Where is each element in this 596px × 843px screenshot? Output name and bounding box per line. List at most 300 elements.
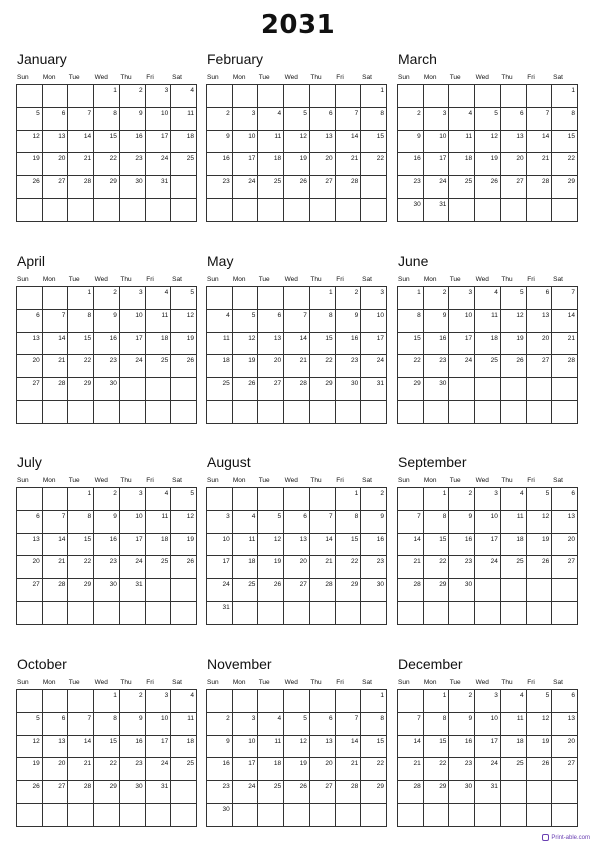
day-cell: 22 [552, 153, 578, 176]
empty-day-cell [449, 401, 475, 424]
day-cell: 21 [398, 556, 424, 579]
day-cell: 22 [94, 758, 120, 781]
day-cell: 12 [284, 131, 310, 154]
day-cell: 5 [501, 287, 527, 310]
day-cell: 18 [258, 758, 284, 781]
day-cell: 30 [449, 579, 475, 602]
day-cell: 17 [475, 736, 501, 759]
weekday-label: Wed [475, 477, 489, 484]
day-cell: 19 [284, 758, 310, 781]
day-cell: 12 [284, 736, 310, 759]
empty-day-cell [449, 804, 475, 827]
weekday-label: Fri [336, 276, 344, 283]
day-cell: 19 [527, 534, 553, 557]
day-cell: 2 [94, 488, 120, 511]
day-cell: 24 [146, 153, 172, 176]
day-cell: 16 [120, 736, 146, 759]
weekday-label: Mon [423, 74, 437, 81]
weekday-label: Tue [258, 276, 270, 283]
weekday-label: Sun [398, 276, 410, 283]
empty-day-cell [552, 378, 578, 401]
weekday-label: Thu [310, 276, 322, 283]
day-cell: 24 [475, 758, 501, 781]
day-cell: 14 [552, 310, 578, 333]
weekday-header [397, 274, 578, 286]
empty-day-cell [284, 287, 310, 310]
day-cell: 24 [207, 579, 233, 602]
day-cell: 12 [527, 713, 553, 736]
day-cell: 10 [146, 713, 172, 736]
day-cell: 1 [424, 690, 450, 713]
empty-day-cell [171, 401, 197, 424]
day-cell: 3 [233, 108, 259, 131]
day-cell: 16 [424, 333, 450, 356]
empty-day-cell [146, 579, 172, 602]
empty-day-cell [527, 378, 553, 401]
day-cell: 9 [398, 131, 424, 154]
day-cell: 26 [284, 176, 310, 199]
day-cell: 22 [336, 556, 362, 579]
day-cell: 10 [475, 713, 501, 736]
month-name: August [207, 454, 251, 470]
day-cell: 15 [361, 131, 387, 154]
day-cell: 29 [336, 579, 362, 602]
day-cell: 8 [552, 108, 578, 131]
empty-day-cell [284, 488, 310, 511]
day-cell: 8 [68, 511, 94, 534]
day-cell: 8 [361, 108, 387, 131]
empty-day-cell [552, 199, 578, 222]
day-cell: 17 [424, 153, 450, 176]
day-cell: 1 [361, 690, 387, 713]
day-cell: 1 [336, 488, 362, 511]
empty-day-cell [475, 378, 501, 401]
day-cell: 7 [43, 310, 69, 333]
weekday-header [397, 72, 578, 84]
empty-day-cell [120, 602, 146, 625]
weekday-label: Fri [527, 679, 535, 686]
day-cell: 30 [120, 176, 146, 199]
empty-day-cell [527, 199, 553, 222]
empty-day-cell [527, 85, 553, 108]
day-cell: 25 [475, 355, 501, 378]
empty-day-cell [146, 199, 172, 222]
day-cell: 3 [424, 108, 450, 131]
day-cell: 25 [258, 176, 284, 199]
day-cell: 26 [171, 556, 197, 579]
day-cell: 8 [310, 310, 336, 333]
empty-day-cell [17, 488, 43, 511]
month-name: May [207, 253, 234, 269]
day-cell: 29 [94, 176, 120, 199]
empty-day-cell [475, 602, 501, 625]
weekday-label: Sat [553, 477, 563, 484]
empty-day-cell [171, 579, 197, 602]
day-cell: 28 [284, 378, 310, 401]
day-cell: 4 [258, 108, 284, 131]
empty-day-cell [171, 602, 197, 625]
day-cell: 23 [449, 556, 475, 579]
day-cell: 16 [361, 534, 387, 557]
month-name: December [398, 656, 463, 672]
day-cell: 21 [336, 153, 362, 176]
day-cell: 22 [398, 355, 424, 378]
empty-day-cell [552, 602, 578, 625]
day-cell: 7 [398, 713, 424, 736]
empty-day-cell [475, 804, 501, 827]
weekday-label: Mon [232, 276, 246, 283]
empty-day-cell [310, 401, 336, 424]
empty-day-cell [336, 401, 362, 424]
day-cell: 18 [233, 556, 259, 579]
empty-day-cell [361, 804, 387, 827]
day-cell: 10 [449, 310, 475, 333]
day-cell: 7 [527, 108, 553, 131]
weekday-label: Sat [362, 477, 372, 484]
day-cell: 17 [207, 556, 233, 579]
weekday-label: Wed [94, 276, 108, 283]
day-cell: 22 [68, 556, 94, 579]
empty-day-cell [424, 85, 450, 108]
empty-day-cell [43, 488, 69, 511]
day-cell: 30 [94, 378, 120, 401]
empty-day-cell [501, 401, 527, 424]
day-cell: 31 [207, 602, 233, 625]
empty-day-cell [43, 804, 69, 827]
day-cell: 3 [361, 287, 387, 310]
day-cell: 13 [552, 713, 578, 736]
day-cell: 22 [361, 758, 387, 781]
weekday-label: Sun [398, 74, 410, 81]
empty-day-cell [233, 690, 259, 713]
weekday-label: Wed [94, 679, 108, 686]
empty-day-cell [449, 602, 475, 625]
weekday-header [16, 677, 197, 689]
day-cell: 18 [258, 153, 284, 176]
day-cell: 27 [17, 579, 43, 602]
day-cell: 9 [94, 511, 120, 534]
empty-day-cell [398, 602, 424, 625]
day-cell: 1 [68, 287, 94, 310]
day-cell: 13 [310, 736, 336, 759]
empty-day-cell [207, 199, 233, 222]
weekday-label: Fri [336, 477, 344, 484]
day-cell: 11 [258, 736, 284, 759]
empty-day-cell [120, 804, 146, 827]
empty-day-cell [449, 378, 475, 401]
empty-day-cell [68, 401, 94, 424]
day-cell: 9 [207, 736, 233, 759]
weekday-label: Tue [258, 477, 270, 484]
day-cell: 18 [449, 153, 475, 176]
day-cell: 22 [424, 758, 450, 781]
day-cell: 29 [361, 781, 387, 804]
empty-day-cell [258, 199, 284, 222]
empty-day-cell [17, 401, 43, 424]
day-cell: 30 [120, 781, 146, 804]
month-march [397, 50, 578, 222]
weekday-label: Thu [310, 74, 322, 81]
day-cell: 13 [17, 534, 43, 557]
day-cell: 10 [424, 131, 450, 154]
day-cell: 29 [68, 579, 94, 602]
empty-day-cell [552, 804, 578, 827]
day-cell: 26 [171, 355, 197, 378]
empty-day-cell [475, 85, 501, 108]
weekday-label: Sun [207, 276, 219, 283]
day-cell: 18 [207, 355, 233, 378]
day-cell: 24 [233, 176, 259, 199]
day-cell: 24 [424, 176, 450, 199]
day-cell: 18 [171, 736, 197, 759]
day-cell: 15 [310, 333, 336, 356]
day-cell: 15 [336, 534, 362, 557]
weekday-label: Sun [398, 679, 410, 686]
day-cell: 1 [94, 690, 120, 713]
empty-day-cell [424, 401, 450, 424]
empty-day-cell [233, 804, 259, 827]
day-cell: 7 [552, 287, 578, 310]
weekday-label: Tue [449, 74, 461, 81]
weekday-label: Tue [68, 477, 80, 484]
day-cell: 11 [146, 310, 172, 333]
day-cell: 28 [68, 176, 94, 199]
day-cell: 12 [171, 511, 197, 534]
weekday-label: Tue [68, 74, 80, 81]
day-cell: 4 [233, 511, 259, 534]
weekday-label: Fri [146, 679, 154, 686]
weekday-label: Wed [475, 74, 489, 81]
month-december [397, 655, 578, 827]
day-grid [16, 689, 197, 827]
day-cell: 8 [424, 511, 450, 534]
empty-day-cell [17, 199, 43, 222]
day-cell: 11 [475, 310, 501, 333]
day-cell: 7 [336, 108, 362, 131]
empty-day-cell [336, 804, 362, 827]
day-cell: 20 [284, 556, 310, 579]
day-cell: 10 [120, 511, 146, 534]
empty-day-cell [17, 804, 43, 827]
weekday-label: Mon [423, 679, 437, 686]
day-cell: 12 [501, 310, 527, 333]
day-cell: 17 [233, 153, 259, 176]
day-cell: 26 [258, 579, 284, 602]
empty-day-cell [43, 401, 69, 424]
weekday-label: Thu [310, 679, 322, 686]
day-cell: 17 [146, 736, 172, 759]
weekday-header [397, 475, 578, 487]
day-cell: 15 [94, 736, 120, 759]
day-cell: 22 [310, 355, 336, 378]
day-cell: 11 [171, 108, 197, 131]
weekday-label: Thu [120, 477, 132, 484]
day-cell: 2 [449, 690, 475, 713]
weekday-label: Mon [232, 679, 246, 686]
weekday-header [16, 274, 197, 286]
day-cell: 8 [398, 310, 424, 333]
month-april [16, 252, 197, 424]
day-cell: 1 [424, 488, 450, 511]
weekday-label: Thu [120, 74, 132, 81]
empty-day-cell [336, 690, 362, 713]
day-cell: 4 [207, 310, 233, 333]
day-cell: 14 [310, 534, 336, 557]
month-name: February [207, 51, 264, 67]
day-cell: 5 [17, 108, 43, 131]
weekday-label: Tue [258, 679, 270, 686]
day-cell: 4 [146, 488, 172, 511]
day-cell: 24 [120, 355, 146, 378]
day-cell: 28 [336, 781, 362, 804]
day-cell: 11 [171, 713, 197, 736]
day-cell: 10 [207, 534, 233, 557]
empty-day-cell [284, 804, 310, 827]
day-cell: 12 [17, 736, 43, 759]
empty-day-cell [43, 602, 69, 625]
day-cell: 16 [449, 736, 475, 759]
empty-day-cell [207, 401, 233, 424]
month-june [397, 252, 578, 424]
empty-day-cell [171, 781, 197, 804]
day-cell: 6 [258, 310, 284, 333]
weekday-label: Fri [527, 276, 535, 283]
weekday-label: Sun [17, 477, 29, 484]
empty-day-cell [146, 378, 172, 401]
day-cell: 8 [336, 511, 362, 534]
day-cell: 2 [120, 85, 146, 108]
day-cell: 18 [171, 131, 197, 154]
day-cell: 29 [310, 378, 336, 401]
day-cell: 30 [424, 378, 450, 401]
day-cell: 6 [284, 511, 310, 534]
empty-day-cell [43, 690, 69, 713]
day-cell: 2 [449, 488, 475, 511]
weekday-label: Sun [17, 679, 29, 686]
weekday-label: Mon [42, 276, 56, 283]
empty-day-cell [284, 690, 310, 713]
weekday-label: Mon [42, 74, 56, 81]
empty-day-cell [233, 287, 259, 310]
day-cell: 26 [284, 781, 310, 804]
empty-day-cell [146, 401, 172, 424]
empty-day-cell [258, 85, 284, 108]
day-cell: 23 [361, 556, 387, 579]
weekday-label: Thu [120, 679, 132, 686]
month-november [206, 655, 387, 827]
day-cell: 25 [207, 378, 233, 401]
weekday-label: Wed [94, 477, 108, 484]
day-cell: 1 [94, 85, 120, 108]
day-cell: 24 [146, 758, 172, 781]
day-cell: 19 [284, 153, 310, 176]
day-cell: 20 [552, 736, 578, 759]
day-cell: 17 [120, 333, 146, 356]
empty-day-cell [527, 781, 553, 804]
day-cell: 19 [233, 355, 259, 378]
day-grid [206, 286, 387, 424]
day-cell: 16 [207, 153, 233, 176]
day-cell: 27 [310, 781, 336, 804]
day-cell: 22 [68, 355, 94, 378]
day-cell: 16 [336, 333, 362, 356]
weekday-label: Fri [146, 276, 154, 283]
day-cell: 30 [94, 579, 120, 602]
day-cell: 5 [284, 713, 310, 736]
day-cell: 13 [527, 310, 553, 333]
day-cell: 28 [398, 781, 424, 804]
day-cell: 2 [336, 287, 362, 310]
empty-day-cell [146, 602, 172, 625]
day-cell: 1 [398, 287, 424, 310]
day-cell: 2 [207, 108, 233, 131]
month-name: January [17, 51, 67, 67]
day-cell: 25 [233, 579, 259, 602]
day-cell: 21 [43, 556, 69, 579]
day-cell: 16 [94, 333, 120, 356]
day-cell: 15 [398, 333, 424, 356]
empty-day-cell [94, 804, 120, 827]
day-cell: 27 [310, 176, 336, 199]
day-cell: 9 [424, 310, 450, 333]
day-cell: 24 [449, 355, 475, 378]
day-cell: 3 [449, 287, 475, 310]
day-cell: 11 [233, 534, 259, 557]
day-cell: 20 [501, 153, 527, 176]
empty-day-cell [258, 602, 284, 625]
empty-day-cell [398, 690, 424, 713]
empty-day-cell [258, 804, 284, 827]
day-cell: 29 [424, 781, 450, 804]
weekday-label: Fri [527, 74, 535, 81]
day-cell: 28 [43, 579, 69, 602]
day-cell: 9 [449, 511, 475, 534]
day-cell: 5 [17, 713, 43, 736]
day-cell: 26 [17, 781, 43, 804]
weekday-label: Wed [475, 276, 489, 283]
day-cell: 20 [552, 534, 578, 557]
empty-day-cell [207, 690, 233, 713]
day-cell: 6 [310, 713, 336, 736]
day-cell: 9 [94, 310, 120, 333]
day-cell: 30 [361, 579, 387, 602]
empty-day-cell [284, 199, 310, 222]
day-cell: 11 [207, 333, 233, 356]
day-cell: 27 [501, 176, 527, 199]
day-cell: 23 [94, 355, 120, 378]
weekday-label: Sat [362, 679, 372, 686]
day-cell: 5 [527, 488, 553, 511]
empty-day-cell [527, 804, 553, 827]
weekday-label: Mon [232, 74, 246, 81]
empty-day-cell [207, 287, 233, 310]
day-cell: 21 [68, 758, 94, 781]
day-cell: 25 [171, 758, 197, 781]
day-cell: 17 [361, 333, 387, 356]
day-cell: 19 [171, 534, 197, 557]
day-cell: 30 [398, 199, 424, 222]
day-cell: 21 [310, 556, 336, 579]
empty-day-cell [68, 199, 94, 222]
empty-day-cell [233, 85, 259, 108]
day-cell: 13 [43, 131, 69, 154]
empty-day-cell [310, 85, 336, 108]
day-cell: 25 [146, 355, 172, 378]
weekday-header [397, 677, 578, 689]
day-cell: 15 [68, 534, 94, 557]
empty-day-cell [258, 401, 284, 424]
weekday-label: Mon [232, 477, 246, 484]
